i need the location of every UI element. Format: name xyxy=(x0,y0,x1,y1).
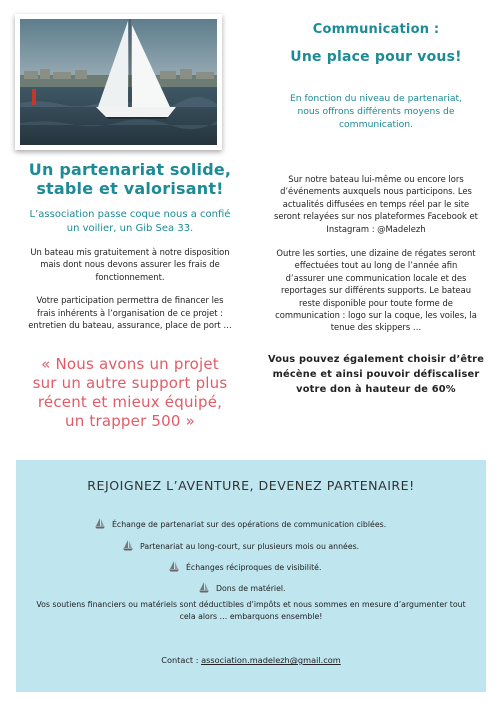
left-paragraph-2: Votre participation permettra de financer les frais inhérents à l’organisation de ce projet : entretien du bateau, assurance, place de port … xyxy=(28,295,232,331)
right-title: Communication : xyxy=(312,22,440,37)
sailboat-image xyxy=(20,19,217,145)
sailboat-icon xyxy=(122,540,134,551)
partner-banner xyxy=(16,460,486,692)
banner-paragraph: Vos soutiens financiers ou matériels sont déductibles d’impôts et nous sommes en mesure d’argumenter tout cela alors … embarquons ensemble! xyxy=(36,600,466,621)
right-intro: En fonction du niveau de partenariat, nous offrons différents moyens de communication. xyxy=(289,93,463,130)
banner-title: REJOIGNEZ L’AVENTURE, DEVENEZ PARTENAIRE! xyxy=(87,478,415,493)
left-column xyxy=(14,160,246,431)
list-item: Dons de matériel. xyxy=(198,582,286,594)
left-paragraph-1: Un bateau mis gratuitement à notre disposition mais dont nous devons assurer les frais de fonctionnement. xyxy=(30,247,230,282)
left-quote: « Nous avons un projet sur un autre support plus récent et mieux équipé, un trapper 500 » xyxy=(32,355,228,431)
contact-label: Contact : xyxy=(161,655,199,665)
sailboat-icon xyxy=(94,518,106,529)
list-item: Échange de partenariat sur des opérations de communication ciblées. xyxy=(94,518,386,530)
contact-line xyxy=(16,655,486,665)
right-column xyxy=(260,16,492,397)
left-title: Un partenariat solide, stable et valorisant! xyxy=(28,160,232,198)
contact-email-link[interactable]: association.madelezh@gmail.com xyxy=(201,655,341,665)
right-paragraph-1: Sur notre bateau lui-même ou encore lors d’événements auxquels nous participons. Les actualités diffusées en temps réel par le site seront relayées sur nos plateformes Facebook et Instagram : @Madelezh xyxy=(274,174,478,234)
right-paragraph-2: Outre les sorties, une dizaine de régates seront effectuées tout au long de l’année afin d’assurer une communication locale et des reportages sur différents supports. Le bateau reste disponible pour toute forme de communication : logo sur la coque, les voiles, la tenue des skippers … xyxy=(275,248,477,333)
right-title-2: Une place pour vous! xyxy=(290,49,462,65)
sailboat-photo xyxy=(15,14,222,150)
right-closing: Vous pouvez également choisir d’être mécène et ainsi pouvoir défiscaliser votre don à hauteur de 60% xyxy=(267,353,485,395)
list-item: Partenariat au long-court, sur plusieurs mois ou années. xyxy=(122,540,359,552)
left-subtitle: L’association passe coque nous a confié un voilier, un Gib Sea 33. xyxy=(29,209,231,234)
sailboat-icon xyxy=(198,582,210,593)
list-item: Échanges réciproques de visibilité. xyxy=(168,561,321,573)
sailboat-icon xyxy=(168,561,180,572)
